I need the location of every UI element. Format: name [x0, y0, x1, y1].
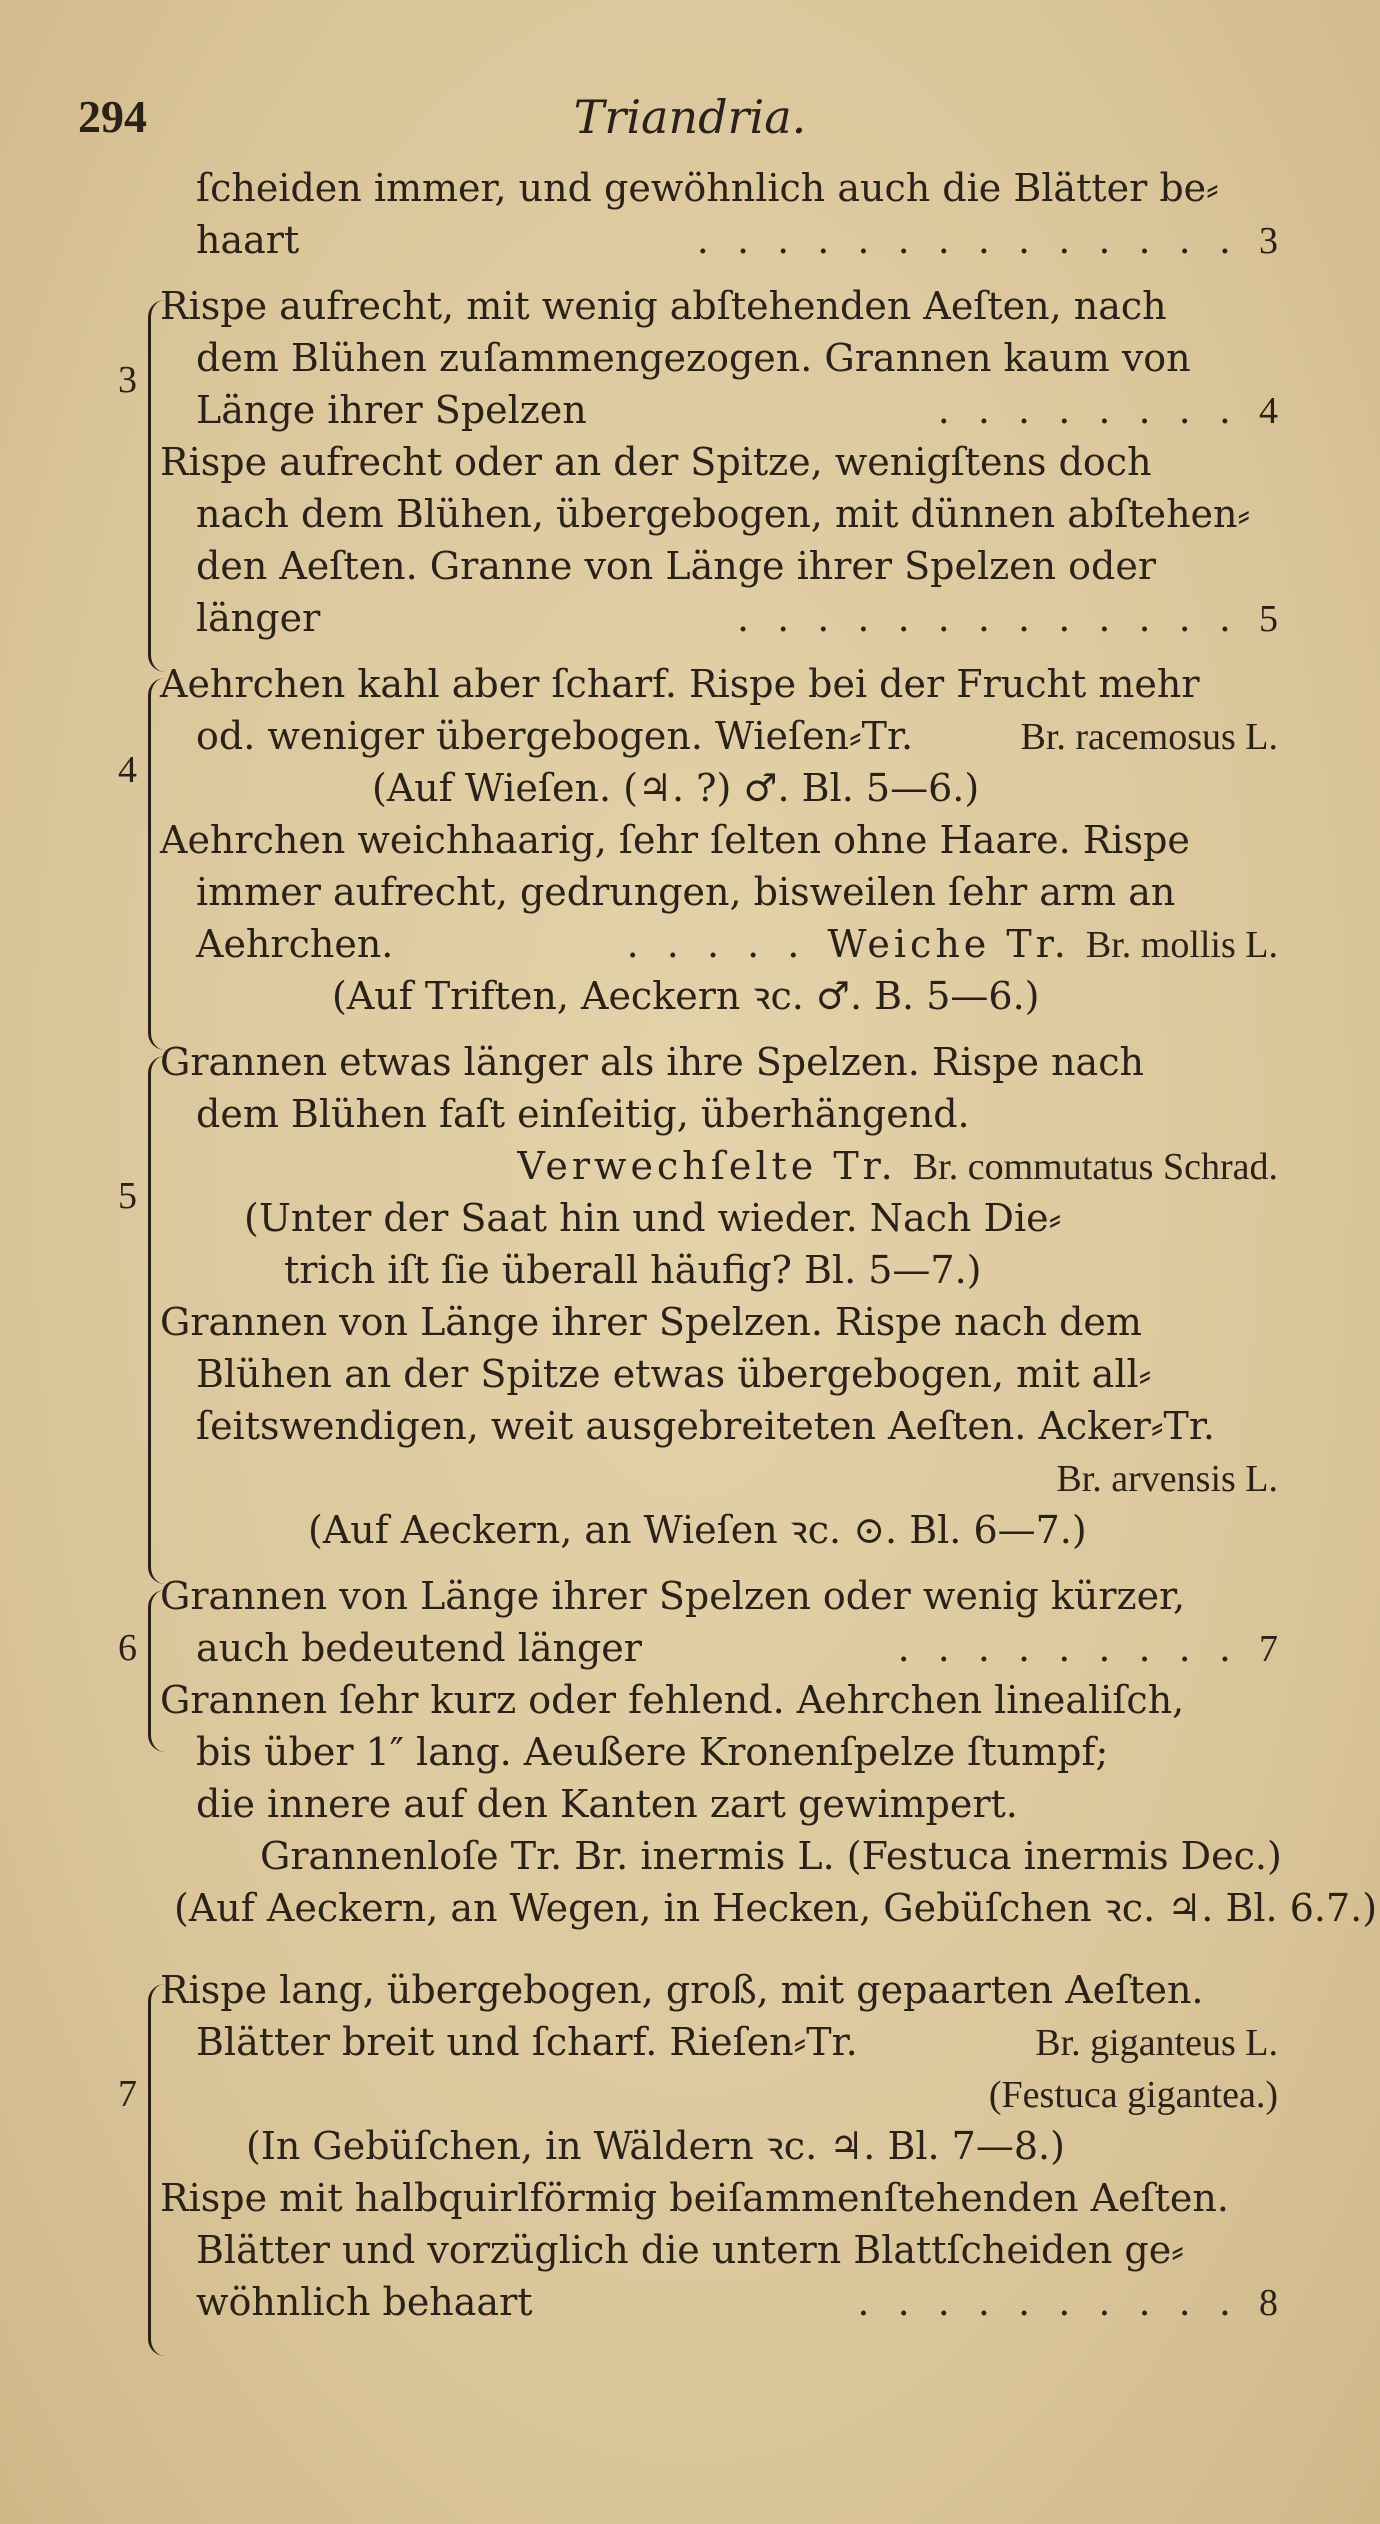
text-line: den Aeſten. Granne von Länge ihrer Spelzen oder	[196, 544, 1157, 588]
text-line: (In Gebüſchen, in Wäldern ꝛc. ♃. Bl. 7—8.)	[246, 2124, 1065, 2168]
text-line: Blühen an der Spitze etwas übergebogen, mit all⸗	[196, 1352, 1152, 1396]
leader-dots: . . . . . . . . . . . . . .	[696, 218, 1259, 262]
line-right	[627, 918, 1278, 971]
brace	[148, 1984, 165, 2356]
line-right	[989, 2068, 1278, 2121]
latin-name: Br. giganteus L.	[1035, 2022, 1278, 2064]
lead-number: 4	[1259, 390, 1278, 432]
text-line: (Auf Aeckern, an Wieſen ꝛc. ⊙. Bl. 6—7.)	[308, 1508, 1087, 1552]
text-line: immer aufrecht, gedrungen, bisweilen ſehr arm an	[196, 870, 1176, 914]
brace	[148, 300, 165, 672]
lead-number: 7	[1259, 1628, 1278, 1670]
text-line: Aehrchen.	[196, 922, 394, 966]
text-line: (Auf Wieſen. (♃. ?) ♂. Bl. 5—6.)	[372, 766, 980, 810]
page-number: 294	[78, 91, 147, 142]
text-line: auch bedeutend länger	[196, 1626, 642, 1670]
line-right	[857, 2276, 1278, 2329]
text-line: Grannen von Länge ihrer Spelzen oder wenig kürzer,	[160, 1574, 1186, 1618]
text-line: Grannen von Länge ihrer Spelzen. Rispe nach dem	[160, 1300, 1142, 1344]
text-line: Rispe lang, übergebogen, groß, mit gepaarten Aeſten.	[160, 1968, 1204, 2012]
lead-number: 5	[1259, 598, 1278, 640]
leader-dots: . . . . . . . .	[937, 388, 1259, 432]
text-line: haart	[196, 218, 300, 262]
couplet-number: 3	[118, 359, 137, 401]
text-line: (Auf Aeckern, an Wegen, in Hecken, Gebüſchen ꝛc. ♃. Bl. 6.7.)	[174, 1886, 1378, 1930]
lead-number: 8	[1259, 2282, 1278, 2324]
text-line: Grannen ſehr kurz oder fehlend. Aehrchen linealiſch,	[160, 1678, 1185, 1722]
text-line: Blätter breit und ſcharf. Rieſen⸗Tr.	[196, 2020, 858, 2064]
text-line: (Auf Triften, Aeckern ꝛc. ♂. B. 5—6.)	[332, 974, 1040, 1018]
text-line: Aehrchen kahl aber ſcharf. Rispe bei der Frucht mehr	[160, 662, 1200, 706]
latin-name: Br. mollis L.	[1085, 924, 1278, 966]
brace	[148, 1590, 165, 1752]
lead-number: 3	[1259, 220, 1278, 262]
text-line: die innere auf den Kanten zart gewimpert.	[196, 1782, 1018, 1826]
text-line: dem Blühen faſt einſeitig, überhängend.	[196, 1092, 970, 1136]
latin-name: (Festuca gigantea.)	[988, 2074, 1278, 2116]
text-line: Länge ihrer Spelzen	[196, 388, 587, 432]
latin-name: Br. racemosus L.	[1020, 716, 1278, 758]
couplet-number: 4	[118, 749, 137, 791]
line-right	[1020, 710, 1278, 763]
line-right	[697, 214, 1278, 267]
common-name: Verwechſelte Tr.	[517, 1144, 913, 1188]
leader-dots: . . . . . . . . . . . . .	[736, 596, 1259, 640]
line-right	[737, 592, 1278, 645]
leader-dots: . . . . . . . . .	[897, 1626, 1259, 1670]
line-right	[938, 384, 1278, 437]
latin-name: Br. commutatus Schrad.	[912, 1146, 1278, 1188]
text-line: ſcheiden immer, und gewöhnlich auch die Blätter be⸗	[196, 166, 1219, 210]
text-line: ſeitswendigen, weit ausgebreiteten Aeſten. Acker⸗Tr.	[196, 1404, 1215, 1448]
couplet-number: 5	[118, 1175, 137, 1217]
leader-dots: . . . . . . . . . .	[857, 2280, 1259, 2324]
text-line: Rispe mit halbquirlförmig beiſammenſtehenden Aeſten.	[160, 2176, 1229, 2220]
text-line: Grannen etwas länger als ihre Spelzen. Rispe nach	[160, 1040, 1144, 1084]
line-right	[898, 1622, 1278, 1675]
text-line: nach dem Blühen, übergebogen, mit dünnen abſtehen⸗	[196, 492, 1251, 536]
text-line: (Unter der Saat hin und wieder. Nach Die⸗	[244, 1196, 1062, 1240]
latin-name: Br. arvensis L.	[1056, 1458, 1278, 1500]
couplet-number: 7	[118, 2073, 137, 2115]
brace	[148, 678, 165, 1050]
common-name: Weiche Tr.	[827, 922, 1086, 966]
leader-dots: . . . . .	[626, 922, 828, 966]
text-line: Blätter und vorzüglich die untern Blattſcheiden ge⸗	[196, 2228, 1184, 2272]
line-right	[1056, 1452, 1278, 1505]
text-line: trich iſt ſie überall häufig? Bl. 5—7.)	[284, 1248, 982, 1292]
brace	[148, 1056, 165, 1584]
line-right	[517, 1140, 1278, 1193]
text-line: Rispe aufrecht, mit wenig abſtehenden Aeſten, nach	[160, 284, 1167, 328]
line-right	[1035, 2016, 1278, 2069]
text-line: Rispe aufrecht oder an der Spitze, wenigſtens doch	[160, 440, 1152, 484]
text-line: dem Blühen zuſammengezogen. Grannen kaum von	[196, 336, 1191, 380]
text-line: od. weniger übergebogen. Wieſen⸗Tr.	[196, 714, 914, 758]
text-line: Grannenloſe Tr. Br. inermis L. (Festuca inermis Dec.)	[260, 1834, 1282, 1878]
text-line: wöhnlich behaart	[196, 2280, 533, 2324]
running-head: Triandria.	[573, 90, 807, 144]
text-line: bis über 1″ lang. Aeußere Kronenſpelze ſtumpf;	[196, 1730, 1109, 1774]
text-line: Aehrchen weichhaarig, ſehr ſelten ohne Haare. Rispe	[160, 818, 1190, 862]
couplet-number: 6	[118, 1627, 137, 1669]
text-line: länger	[196, 596, 321, 640]
